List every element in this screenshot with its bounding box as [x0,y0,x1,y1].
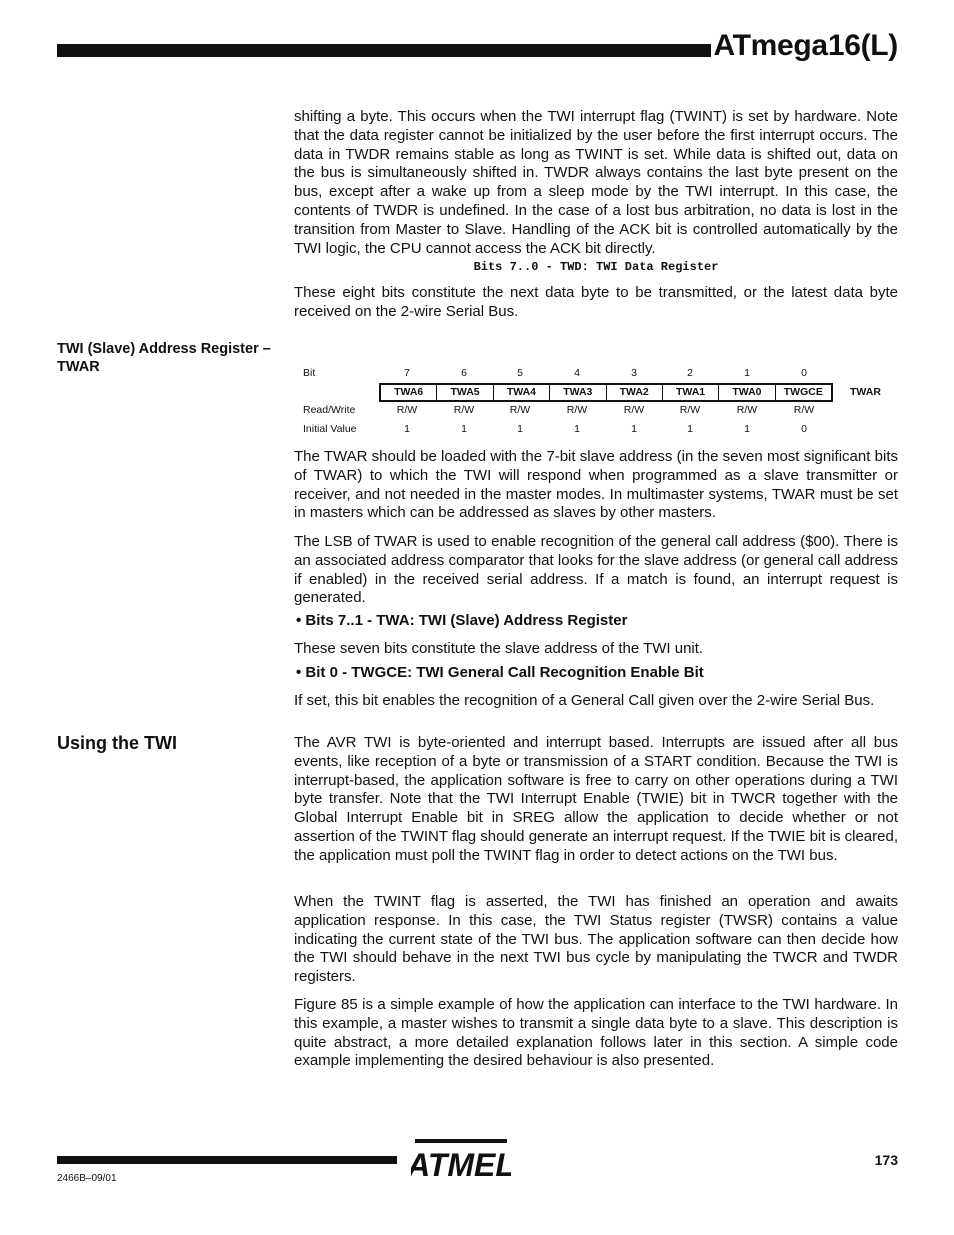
section-heading-using-twi: Using the TWI [57,733,177,753]
register-bit-number: 0 [801,367,807,379]
register-init-label: Initial Value [303,423,357,435]
register-rw-value: R/W [679,404,701,416]
register-init-value: 1 [574,423,580,435]
register-bit-name: TWA5 [437,385,493,400]
register-bit-number: 2 [687,367,693,379]
bullet-twgce-bit: • Bit 0 - TWGCE: TWI General Call Recognition Enable Bit [296,664,704,681]
paragraph-twar-lsb: The LSB of TWAR is used to enable recognition of the general call address ($00). There is an associated address comparator that looks for the slave address (or general call address if enabled) in the received serial address. If a match is found, an interrupt request is generated. [294,533,898,607]
register-bit-names [379,383,833,402]
paragraph-using-twi-intro: The AVR TWI is byte-oriented and interrupt based. Interrupts are issued after all bus events, like reception of a byte or transmission of a START condition. Because the TWI is interrupt-based, the application software is free to carry on other operations during a TWI byte transfer. Note that the TWI Interrupt Enable (TWIE) bit in TWCR together with the Global Interrupt Enable bit in SREG allow the application to decide whether or not assertion of the TWINT flag should generate an interrupt request. If the TWIE bit is cleared, the application must poll the TWINT flag in order to detect actions on the TWI bus. [294,734,898,864]
register-bit-number: 6 [461,367,467,379]
register-bit-number: 7 [404,367,410,379]
register-bit-name: TWA1 [663,385,719,400]
register-bit-name: TWA3 [550,385,606,400]
register-bit-number: 4 [574,367,580,379]
paragraph-twdr-description: shifting a byte. This occurs when the TWI interrupt flag (TWINT) is set by hardware. Note that the data register cannot be initialized by the user before the first interrupt occurs. The data in TWDR remains stable as long as TWINT is set. While data is shifted out, data on the bus is simultaneously shifted in. TWDR always contains the last byte present on the bus, except after a wake up from a sleep mode by the TWI interrupt. In this case, the contents of TWDR is undefined. In the case of a lost bus arbitration, no data is lost in the transition from Master to Slave. Handling of the ACK bit is controlled automatically by the TWI logic, the CPU cannot access the ACK bit directly. [294,108,898,257]
register-init-value: 1 [461,423,467,435]
paragraph-twd-bits: These eight bits constitute the next data byte to be transmitted, or the latest data byte received on the 2-wire Serial Bus. [294,284,898,320]
bullet-twa-bits: • Bits 7..1 - TWA: TWI (Slave) Address Register [296,612,628,629]
register-rw-value: R/W [509,404,531,416]
register-rw-value: R/W [736,404,758,416]
footer-bar [57,1156,397,1164]
page-number: 173 [874,1152,898,1168]
paragraph-twint-asserted: When the TWINT flag is asserted, the TWI has finished an operation and awaits application response. In this case, the TWI Status register (TWSR) contains a value indicating the current state of the TWI bus. The application software can then decide how the TWI should behave in the next TWI bus cycle by manipulating the TWCR and TWDR registers. [294,893,898,986]
register-rw-value: R/W [793,404,815,416]
document-code: 2466B–09/01 [57,1173,117,1184]
header-bar [57,44,711,57]
register-rw-value: R/W [396,404,418,416]
paragraph-twar-load: The TWAR should be loaded with the 7-bit slave address (in the seven most significant bits of TWAR) to which the TWI will respond when programmed as a slave transmitter or receiver, and not needed in the master modes. In multimaster systems, TWAR must be set in masters which can be addressed as slaves by other masters. [294,448,898,522]
register-bit-number: 1 [744,367,750,379]
paragraph-twa-description: These seven bits constitute the slave address of the TWI unit. [294,640,704,657]
paragraph-twgce-description: If set, this bit enables the recognition of a General Call given over the 2-wire Serial Bus. [294,692,875,709]
atmel-logo [411,1136,511,1189]
register-bit-name: TWA6 [381,385,437,400]
register-init-value: 1 [631,423,637,435]
register-bit-name: TWA4 [494,385,550,400]
page-title: ATmega16(L) [713,29,898,62]
register-bit-name: TWGCE [783,386,823,398]
code-heading-twd: Bits 7..0 - TWD: TWI Data Register [473,260,719,274]
register-bit-number: 5 [517,367,523,379]
atmel-logo-text: ATMEL [411,1147,511,1183]
register-init-value: 1 [687,423,693,435]
register-bit-number: 3 [631,367,637,379]
register-bit-name: TWA0 [719,385,775,400]
register-init-value: 1 [744,423,750,435]
register-name: TWAR [850,386,881,398]
paragraph-figure-85: Figure 85 is a simple example of how the application can interface to the TWI hardware. In this example, a master wishes to transmit a single data byte to a slave. This description is quite abstract, a more detailed explanation follows later in this section. A simple code example implementing the desired behaviour is also presented. [294,996,898,1070]
register-init-value: 1 [517,423,523,435]
register-rw-value: R/W [566,404,588,416]
register-bit-label: Bit [303,367,316,379]
register-init-value: 1 [404,423,410,435]
register-bit-name: TWA2 [607,385,663,400]
register-rw-value: R/W [623,404,645,416]
register-rw-label: Read/Write [303,404,356,416]
register-rw-value: R/W [453,404,475,416]
register-init-value: 0 [801,423,807,435]
section-heading-twar: TWI (Slave) Address Register – TWAR [57,341,271,375]
